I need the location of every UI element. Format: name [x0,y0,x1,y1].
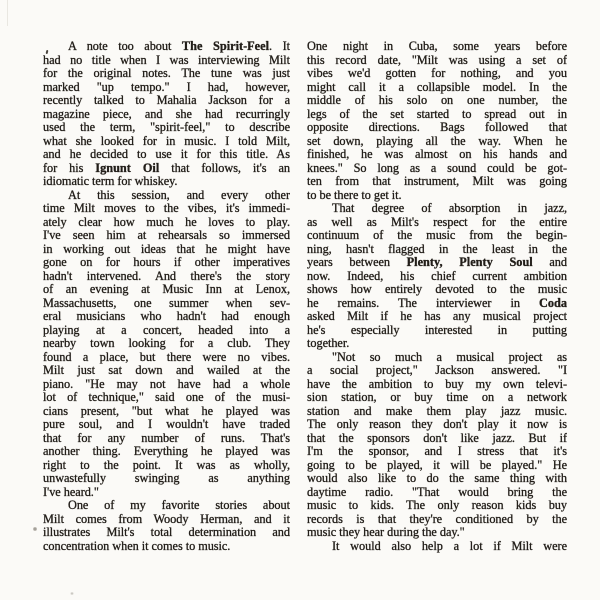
text-line: music to kids. The only reason kids buy [307,499,567,512]
text-line: concentration when it comes to music. [43,539,231,553]
text-line: and he decided to use it for this title. As [43,148,290,161]
liner-notes-column-right [307,40,567,553]
text-line: Milt comes from Woody Herman, and it [43,512,290,526]
text-line: that for any number of runs. That's [43,431,290,445]
text-line: eral musicians who hadn't had enough [43,310,290,323]
text-line: legs of the set started to spread out in [307,107,567,121]
text-line: might call it a collapsible model. In the [307,80,567,94]
text-line: ten from that instrument, Milt was going [307,175,567,188]
text-line: ning, hasn't flagged in the least in the [307,242,567,256]
text-line: as well as Milt's respect for the entire [307,215,567,229]
text-line: shows how entirely devoted to the music [307,283,567,296]
text-line: Milt just sat down and wailed at the [43,364,290,377]
text-line: hadn't intervened. And there's the story [43,269,290,283]
text-line: continuum of the music from the begin- [307,229,567,242]
text-line: lot of technique," said one of the musi- [43,391,290,404]
scan-speck [70,592,74,595]
text-line: idiomatic term for whiskey. [43,175,178,188]
text-line: used the term, "spirit-feel," to describe [43,121,290,134]
text-line: to be there to get it. [307,188,402,202]
text-line: music they hear during the day." [307,526,465,539]
text-line: The only reason they don't play it now is [307,418,567,431]
text-line: found a place, but there were no vibes. [43,350,290,364]
scan-speck [33,527,37,531]
text-line: going to be played, it will be played." He [307,458,567,472]
text-line: he's especially interested in putting [307,323,567,337]
text-line: had no title when I was interviewing Milt [43,53,290,67]
text-line: One night in Cuba, some years before [307,40,567,53]
text-columns [43,40,567,553]
text-line: I've seen him at rehearsals so immersed [43,229,290,242]
text-line: this record date, "Milt was using a set of [307,53,567,67]
text-line: station and make them play jazz music. [307,404,567,418]
text-line: vibes we'd gotten for nothing, and you [307,67,567,80]
text-line: sion station, or buy time on a network [307,391,567,404]
liner-notes-column-left [43,40,290,553]
text-line: what she looked for in music. I told Milt, [43,134,290,148]
text-line: gone on for hours if other imperatives [43,256,290,269]
text-line: would also like to do the same thing with [307,472,567,485]
text-line: finished, he was almost on his hands and [307,148,567,161]
text-line: asked Milt if he has any musical project [307,310,567,323]
text-line: That degree of absorption in jazz, [332,202,567,215]
text-line: recently talked to Mahalia Jackson for a [43,94,290,107]
text-line: have the ambition to buy my own televi- [307,377,567,391]
text-line: middle of his solo on one number, the [307,94,567,107]
text-line: I'm the sponsor, and I stress that it's [307,445,567,458]
text-line: A note too about The Spirit-Feel. It [68,40,290,53]
text-line: illustrates Milt's total determination and [43,526,290,539]
text-line: years between Plenty, Plenty Soul and [307,256,567,269]
text-line: magazine piece, and she had recurringly [43,107,290,121]
text-line: set down, playing all the way. When he [307,134,567,148]
text-line: another thing. Everything he played was [43,445,290,458]
text-line: of an evening at Music Inn at Lenox, [43,283,290,296]
text-line: a social project," Jackson answered. "I [307,364,567,377]
text-line: piano. "He may not have had a whole [43,377,290,391]
text-line: for his Ignunt Oil that follows, it's an [43,161,290,175]
text-line: daytime radio. "That would bring the [307,485,567,499]
text-line: It would also help a lot if Milt were [332,539,567,553]
text-line: playing at a concert, headed into a [43,323,290,337]
text-line: unwastefully swinging as anything [43,472,290,485]
text-line: nearby town looking for a club. They [43,337,290,350]
text-line: together. [307,337,350,350]
text-line: right to the point. It was as wholly, [43,458,290,472]
text-line: knees." So long as a sound could be got- [307,161,567,175]
text-line: I've heard." [43,485,99,499]
text-line: marked "up tempo." I had, however, [43,80,290,94]
text-line: now. Indeed, his chief current ambition [307,269,567,283]
text-line: "Not so much a musical project as [332,350,567,364]
text-line: cians present, "but what he played was [43,404,290,418]
text-line: in working out ideas that he might have [43,242,290,256]
page-edge-artifact [7,0,8,26]
text-line: pure soul, and I wouldn't have traded [43,418,290,431]
text-line: for the original notes. The tune was just [43,67,290,80]
text-line: he remains. The interviewer in Coda [307,296,567,310]
text-line: At this session, and every other [68,188,290,202]
text-line: One of my favorite stories about [68,499,290,512]
text-line: time Milt moves to the vibes, it's immedi- [43,202,290,215]
text-line: records is that they're conditioned by the [307,512,567,526]
text-line: Massachusetts, one summer when sev- [43,296,290,310]
text-line: that the sponsors don't like jazz. But if [307,431,567,445]
text-line: opposite directions. Bags followed that [307,121,567,134]
text-line: ately clear how much he loves to play. [43,215,290,229]
